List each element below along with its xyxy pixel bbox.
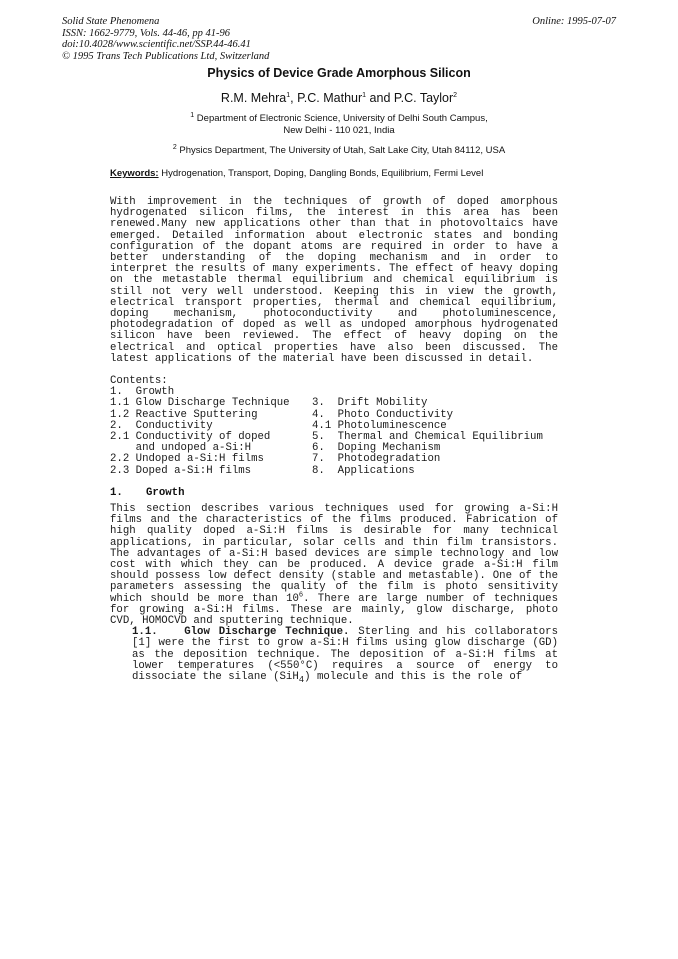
- author-separator: and: [366, 91, 394, 105]
- contents-item: 2. Conductivity: [110, 419, 213, 432]
- contents-item: 4.1 Photoluminescence: [312, 419, 447, 432]
- contents-item: 7. Photodegradation: [312, 453, 441, 466]
- contents-item: 5. Thermal and Chemical Equilibrium: [312, 431, 543, 443]
- online-date: Online: 1995-07-07: [532, 16, 616, 27]
- author-name: P.C. Taylor: [393, 91, 454, 105]
- contents-item: 6. Doping Mechanism: [312, 442, 441, 455]
- keywords-label: Keywords:: [110, 168, 159, 179]
- affiliation-2: [0, 145, 678, 157]
- contents-item: 2.1 Conductivity of doped: [110, 431, 271, 443]
- paragraph-text: This section describes various techniques used for growing a-Si:H films and the characteristics of the films produced. Fabrication of high quality doped a-Si:H films is desirable for many technical applications, in particular, solar cells and thin film transistors. The advantages of a-Si:H based devices are simple technology and low cost with which they can be produced. A device grade a-Si:H film should possess low defect density (stable and metastable). One of the parameters assessing the quality of the film is photo sensitivity which should be more than 10: [110, 503, 558, 605]
- paper-title: Physics of Device Grade Amorphous Silicon: [207, 66, 471, 80]
- affil-marker: 1: [190, 111, 195, 119]
- issn-line: ISSN: 1662-9779, Vols. 44-46, pp 41-96: [62, 27, 230, 39]
- subscript: 4: [298, 675, 305, 686]
- author-name: R.M. Mehra: [220, 91, 287, 105]
- doi-line: doi:10.4028/www.scientific.net/SSP.44-46.41: [62, 39, 251, 50]
- contents-item: 2.3 Doped a-Si:H films: [110, 464, 252, 477]
- superscript: 6: [298, 591, 304, 600]
- paragraph-text: Sterling and his collaborators [1] were the first to grow a-Si:H films using glow discharge (GD) as the deposition technique. The deposition of a-Si:H films at lower temperatures (<550°C) requires a source of energy to dissociate the silane (SiH: [132, 626, 559, 684]
- affil-line: New Delhi - 110 021, India: [283, 125, 395, 136]
- paragraph-text: . There are large number of techniques for growing a-Si:H films. These are mainly, glow discharge, photo CVD, HOMOCVD and sputtering technique.: [110, 592, 558, 628]
- subsection-paragraph: [110, 627, 558, 686]
- keywords: [110, 168, 483, 179]
- affiliation-1: [0, 113, 678, 137]
- author-affil-marker: 2: [453, 91, 458, 99]
- author-list: [0, 91, 678, 105]
- contents-item: 2.2 Undoped a-Si:H films: [110, 453, 264, 466]
- contents-item: 3. Drift Mobility: [312, 397, 428, 410]
- contents-item: 1.1 Glow Discharge Technique: [110, 397, 290, 410]
- paragraph-text: ) molecule and this is the role of: [304, 671, 523, 684]
- subsection-title: Glow Discharge Technique.: [184, 626, 350, 639]
- paragraph: [110, 504, 558, 627]
- author-separator: ,: [290, 91, 298, 105]
- journal-header: [62, 16, 269, 62]
- contents-item: 1.2 Reactive Sputtering: [110, 408, 258, 421]
- abstract: With improvement in the techniques of growth of doped amorphous hydrogenated silicon films, the interest in this area has been renewed.Many new applications other than that in photovoltaics have emerged. Detailed information about electronic states and bonding configuration of the dopant atoms are required in order to have a better understanding of the doping mechanism and in order to interpret the results of many experiments. The effect of heavy doping on the metastable thermal equilibrium and chemical equilibrium is still not very well understood. Keeping this in view the growth, electrical transport properties, thermal and chemical equilibrium, doping mechanism, photoconductivity and photoluminescence, photodegradation of doped as well as undoped amorphous hydrogenated silicon have been reviewed. The effect of heavy doping on the electrical and optical properties have also been discussed. The latest applications of the material have been discussed in detail.: [110, 196, 558, 365]
- section-number: 1.: [110, 487, 123, 499]
- copyright-line: © 1995 Trans Tech Publications Ltd, Switzerland: [62, 50, 270, 62]
- author-affil-marker: 1: [362, 91, 367, 99]
- contents-item: 4. Photo Conductivity: [312, 408, 454, 421]
- contents-title: Contents:: [110, 375, 168, 387]
- contents-item: 1. Growth: [110, 386, 175, 399]
- section-heading: [110, 487, 184, 499]
- contents-left-column: [110, 387, 310, 477]
- section-title: Growth: [146, 487, 185, 499]
- affil-line: Department of Electronic Science, University of Delhi South Campus,: [196, 113, 488, 124]
- table-of-contents: [110, 375, 570, 477]
- contents-item: and undoped a-Si:H: [110, 442, 252, 455]
- section-body: [110, 504, 558, 686]
- author-affil-marker: 1: [286, 91, 291, 99]
- journal-name: Solid State Phenomena: [62, 16, 160, 27]
- subsection-number: 1.1.: [132, 626, 158, 639]
- contents-right-column: [312, 398, 572, 476]
- affil-marker: 2: [172, 143, 177, 151]
- keywords-text: Hydrogenation, Transport, Doping, Dangling Bonds, Equilibrium, Fermi Level: [158, 168, 484, 179]
- author-name: P.C. Mathur: [297, 91, 363, 105]
- affil-line: Physics Department, The University of Utah, Salt Lake City, Utah 84112, USA: [179, 145, 506, 156]
- contents-item: 8. Applications: [312, 464, 415, 477]
